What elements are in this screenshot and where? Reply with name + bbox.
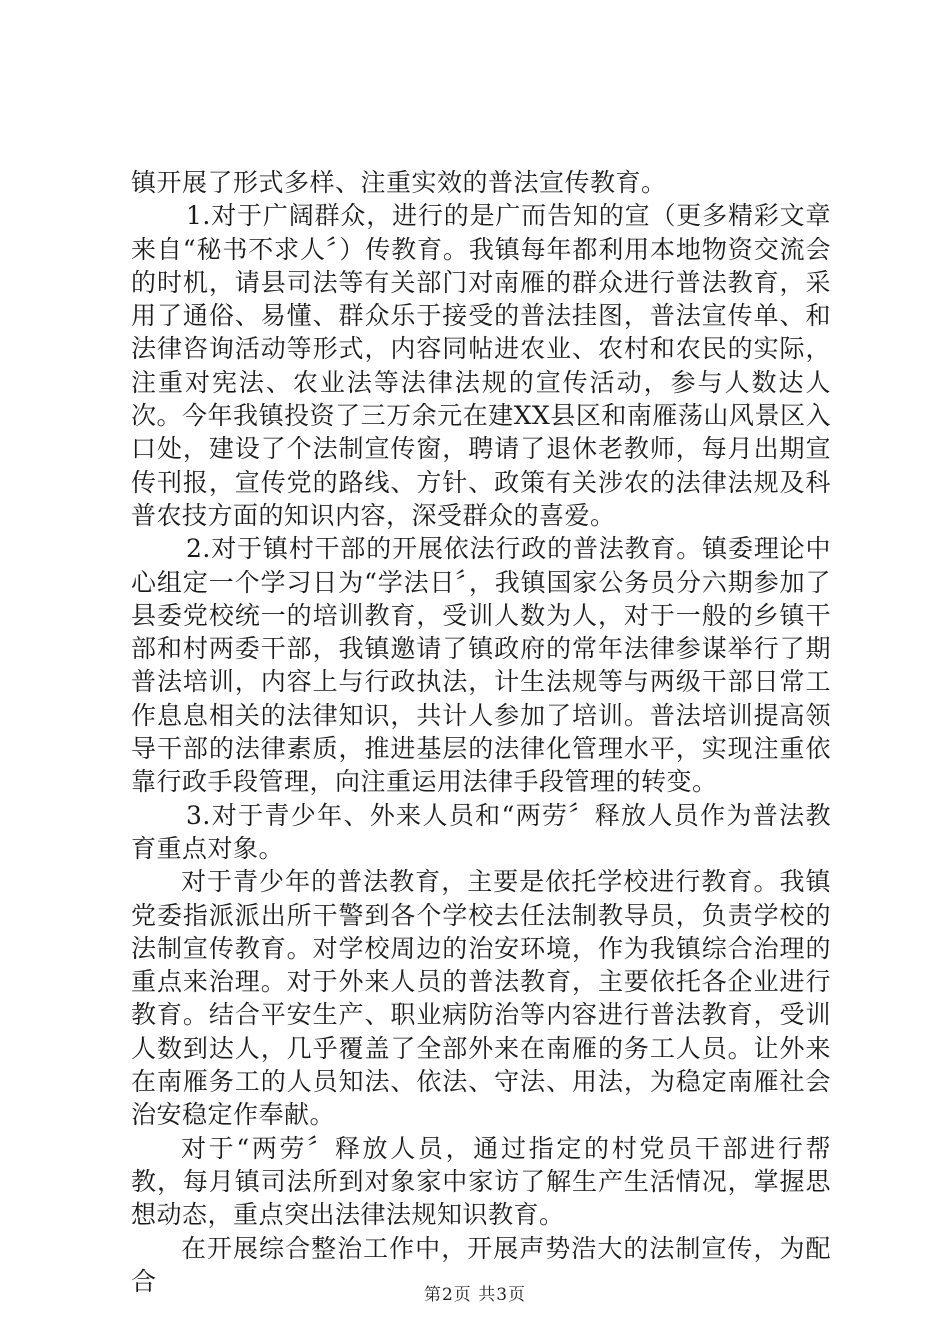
paragraph-6: 对于“两劳〞释放人员，通过指定的村党员干部进行帮教，每月镇司法所到对象家中家访了解生产生活情况，掌握思想动态，重点突出法律法规知识教育。: [131, 1133, 831, 1230]
paragraph-3: 2.对于镇村干部的开展依法行政的普法教育。镇委理论中心组定一个学习日为“学法日〞，我镇国家公务员分六期参加了县委党校统一的培训教育，受训人数为人，对于一般的乡镇干部和村两委干部，我镇邀请了镇政府的常年法律参谋举行了期普法培训，内容上与行政执法，计生法规等与两级干部日常工作息息相关的法律知识，共计人参加了培训。普法培训提高领导干部的法律素质，推进基层的法律化管理水平，实现注重依靠行政手段管理，向注重运用法律手段管理的转变。: [131, 534, 831, 797]
paragraph-5: 对于青少年的普法教育，主要是依托学校进行教育。我镇党委指派派出所干警到各个学校去任法制教导员，负责学校的法制宣传教育。对学校周边的治安环境，作为我镇综合治理的重点来治理。对于外来人员的普法教育，主要依托各企业进行教育。结合平安生产、职业病防治等内容进行普法教育，受训人数到达人，几乎覆盖了全部外来在南雁的务工人员。让外来在南雁务工的人员知法、依法、守法、用法，为稳定南雁社会治安稳定作奉献。: [131, 867, 831, 1130]
page-number-label: 第2页 共3页: [423, 1285, 527, 1305]
page-footer: [0, 1280, 950, 1305]
document-body: [131, 166, 831, 1298]
paragraph-7: 在开展综合整治工作中，开展声势浩大的法制宣传，为配合: [131, 1233, 831, 1296]
paragraph-1: 镇开展了形式多样、注重实效的普法宣传教育。: [131, 168, 667, 197]
paragraph-2: 1.对于广阔群众，进行的是广而告知的宣（更多精彩文章来自“秘书不求人〞）传教育。我镇每年都利用本地物资交流会的时机，请县司法等有关部门对南雁的群众进行普法教育，采用了通俗、易懂、群众乐于接受的普法挂图，普法宣传单、和法律咨询活动等形式，内容同帖进农业、农村和农民的实际，注重对宪法、农业法等法律法规的宣传活动，参与人数达人次。今年我镇投资了三万余元在建XX县区和南雁荡山风景区入口处，建设了个法制宣传窗，聘请了退休老教师，每月出期宣传刊报，宣传党的路线、方针、政策有关涉农的法律法规及科普农技方面的知识内容，深受群众的喜爱。: [131, 201, 831, 530]
paragraph-4: 3.对于青少年、外来人员和“两劳〞释放人员作为普法教育重点对象。: [131, 800, 831, 863]
